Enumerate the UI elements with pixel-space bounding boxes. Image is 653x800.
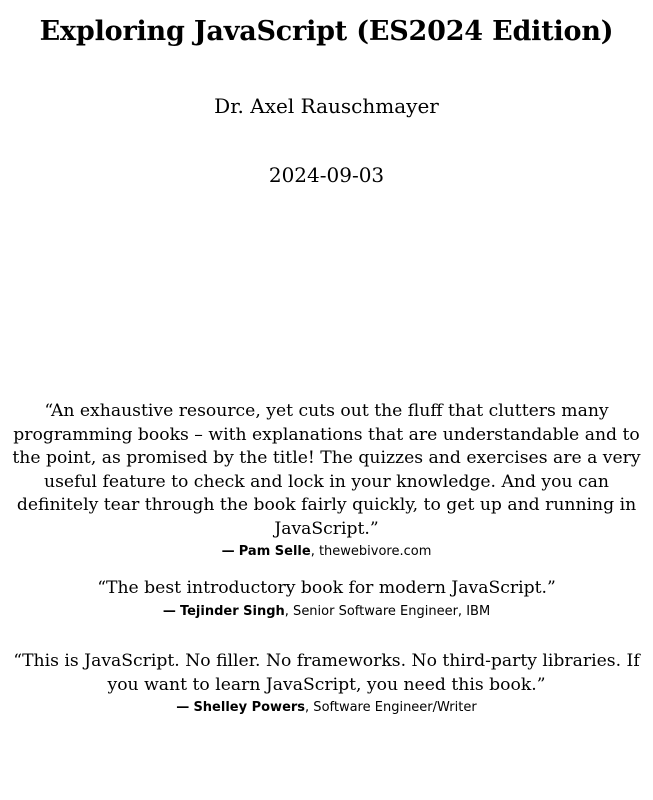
testimonial-attribution (8, 543, 645, 561)
testimonial-author: Shelley Powers (193, 700, 306, 715)
testimonial (8, 650, 645, 717)
testimonial-author: Pam Selle (238, 544, 311, 559)
testimonial (8, 400, 645, 561)
attribution-dash: — (221, 544, 235, 559)
book-title: Exploring JavaScript (ES2024 Edition) (39, 16, 614, 47)
testimonial (8, 577, 645, 621)
testimonial-affiliation: , thewebivore.com (310, 544, 432, 559)
testimonial-attribution (8, 699, 645, 717)
testimonial-author: Tejinder Singh (179, 603, 285, 619)
testimonial-attribution (8, 603, 645, 621)
author-name: Dr. Axel Rauschmayer (214, 94, 439, 118)
testimonial-affiliation: , Software Engineer/Writer (305, 700, 477, 715)
testimonial-quote: “The best introductory book for modern JavaScript.” (97, 578, 556, 598)
testimonial-affiliation: , Senior Software Engineer, IBM (284, 603, 491, 619)
testimonial-quote: “An exhaustive resource, yet cuts out the fluff that clutters many programming books – with explanations that are understandable and to the point, as promised by the title! The quizzes and exercises are a very useful feature to check and lock in your knowledge. And you can definitely tear through the book fairly quickly, to get up and running in JavaScript.” (12, 401, 641, 539)
testimonial-quote: “This is JavaScript. No filler. No frameworks. No third-party libraries. If you want to learn JavaScript, you need this book.” (13, 651, 640, 695)
publication-date: 2024-09-03 (268, 163, 385, 187)
attribution-dash: — (176, 700, 190, 715)
attribution-dash: — (162, 603, 176, 619)
